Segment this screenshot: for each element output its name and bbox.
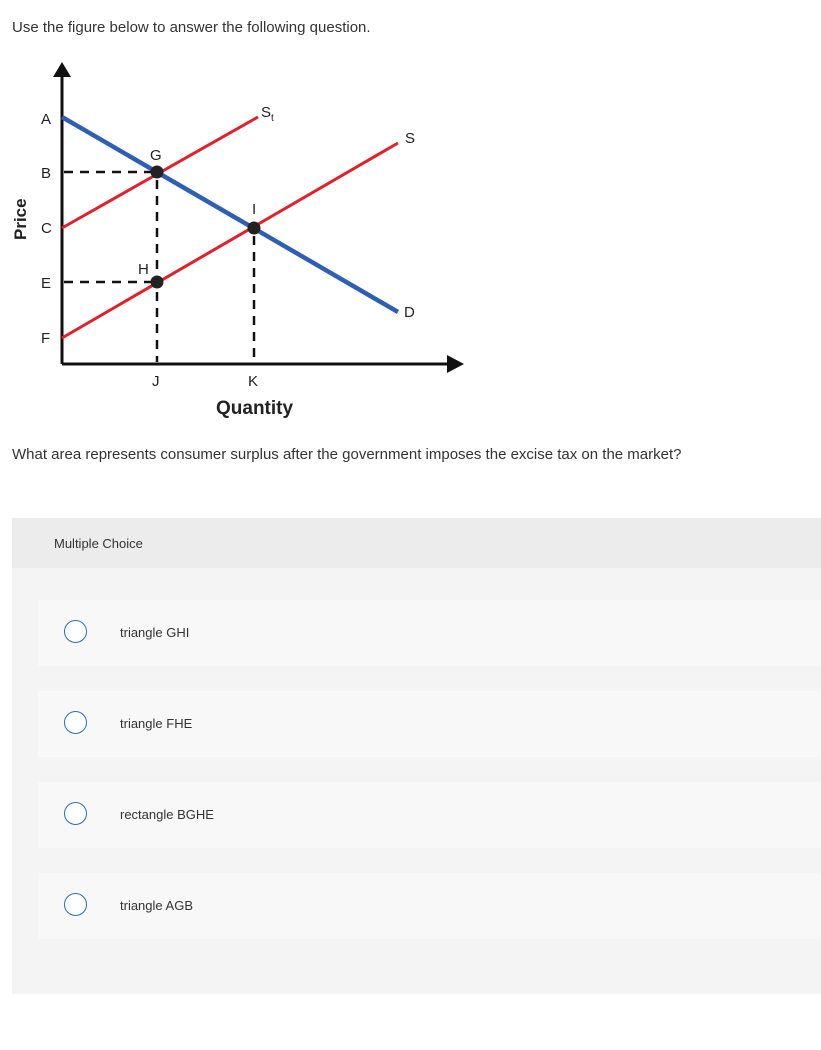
point-label-g: G <box>150 147 162 164</box>
quantity-label-k: K <box>248 373 259 390</box>
answer-option-label: triangle FHE <box>120 716 193 731</box>
point-h <box>151 276 164 289</box>
y-axis-arrow <box>53 62 71 77</box>
radio-button[interactable] <box>64 802 87 825</box>
multiple-choice-header <box>12 518 821 568</box>
multiple-choice-title: Multiple Choice <box>54 536 143 551</box>
demand-label: D <box>404 304 415 321</box>
quantity-label-j: J <box>152 373 160 390</box>
price-label-b: B <box>41 165 52 182</box>
multiple-choice-panel <box>12 518 821 994</box>
answer-option-label: rectangle BGHE <box>120 807 214 822</box>
instruction-text: Use the figure below to answer the following question. <box>12 19 371 36</box>
point-label-i: I <box>252 201 257 218</box>
point-i <box>248 222 261 235</box>
answer-option-label: triangle AGB <box>120 898 193 913</box>
price-label-f: F <box>41 330 51 347</box>
answer-option-1[interactable] <box>38 600 821 666</box>
economics-figure <box>0 55 480 430</box>
point-label-h: H <box>138 261 149 278</box>
x-axis-label: Quantity <box>216 398 294 419</box>
answer-option-3[interactable] <box>38 782 821 848</box>
point-g <box>151 166 164 179</box>
supply-taxed-label: $S_t$ <box>261 104 274 124</box>
y-axis-label: Price <box>11 198 30 240</box>
radio-button[interactable] <box>64 893 87 916</box>
radio-button[interactable] <box>64 711 87 734</box>
answer-option-4[interactable] <box>38 873 821 939</box>
answer-option-2[interactable] <box>38 691 821 757</box>
answer-option-label: triangle GHI <box>120 625 190 640</box>
price-label-e: E <box>41 275 52 292</box>
question-text: What area represents consumer surplus after the government imposes the excise tax on the market? <box>12 446 682 463</box>
radio-button[interactable] <box>64 620 87 643</box>
price-label-a: A <box>41 111 52 128</box>
supply-label: S <box>405 130 416 147</box>
price-label-c: C <box>41 220 52 237</box>
x-axis-arrow <box>447 355 464 373</box>
